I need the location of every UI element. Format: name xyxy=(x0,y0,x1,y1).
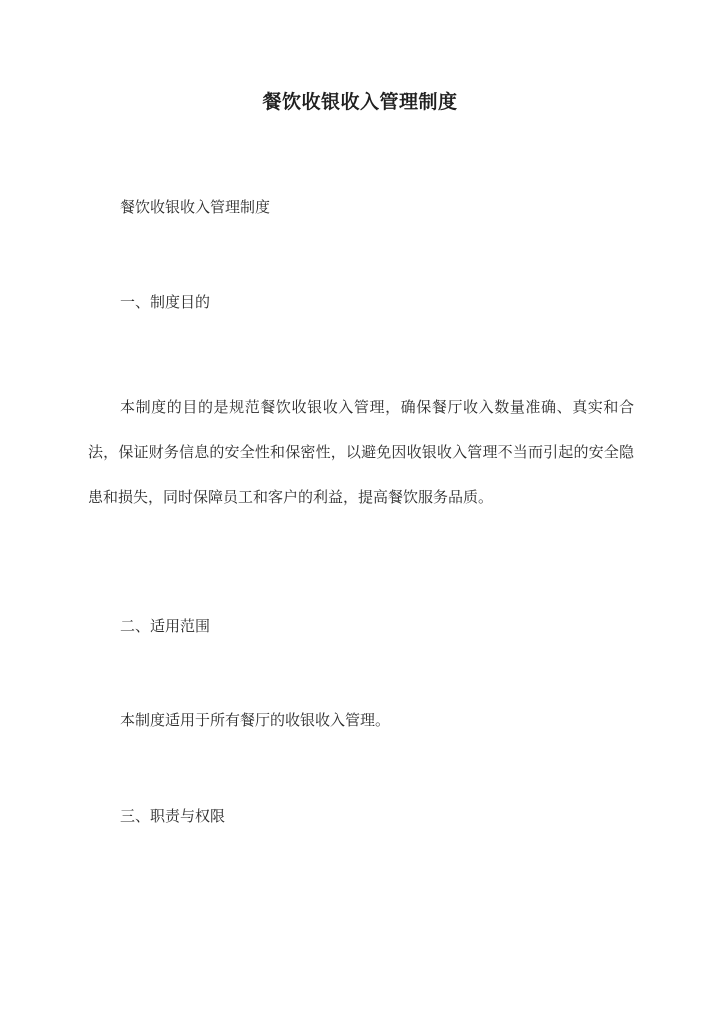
document-subtitle: 餐饮收银收入管理制度 xyxy=(120,198,271,216)
section-paragraph-purpose: 本制度的目的是规范餐饮收银收入管理，确保餐厅收入数量准确、真实和合法，保证财务信息的安全性和保密性，以避免因收银收入管理不当而引起的安全隐患和损失，同时保障员工和客户的利益，提高餐饮服务品质。 xyxy=(88,398,634,506)
section-paragraph-scope: 本制度适用于所有餐厅的收银收入管理。 xyxy=(120,711,391,729)
document-title: 餐饮收银收入管理制度 xyxy=(262,91,458,113)
section-heading-scope: 二、适用范围 xyxy=(120,617,211,635)
section-heading-purpose: 一、制度目的 xyxy=(120,293,211,311)
section-heading-responsibilities: 三、职责与权限 xyxy=(120,807,226,825)
